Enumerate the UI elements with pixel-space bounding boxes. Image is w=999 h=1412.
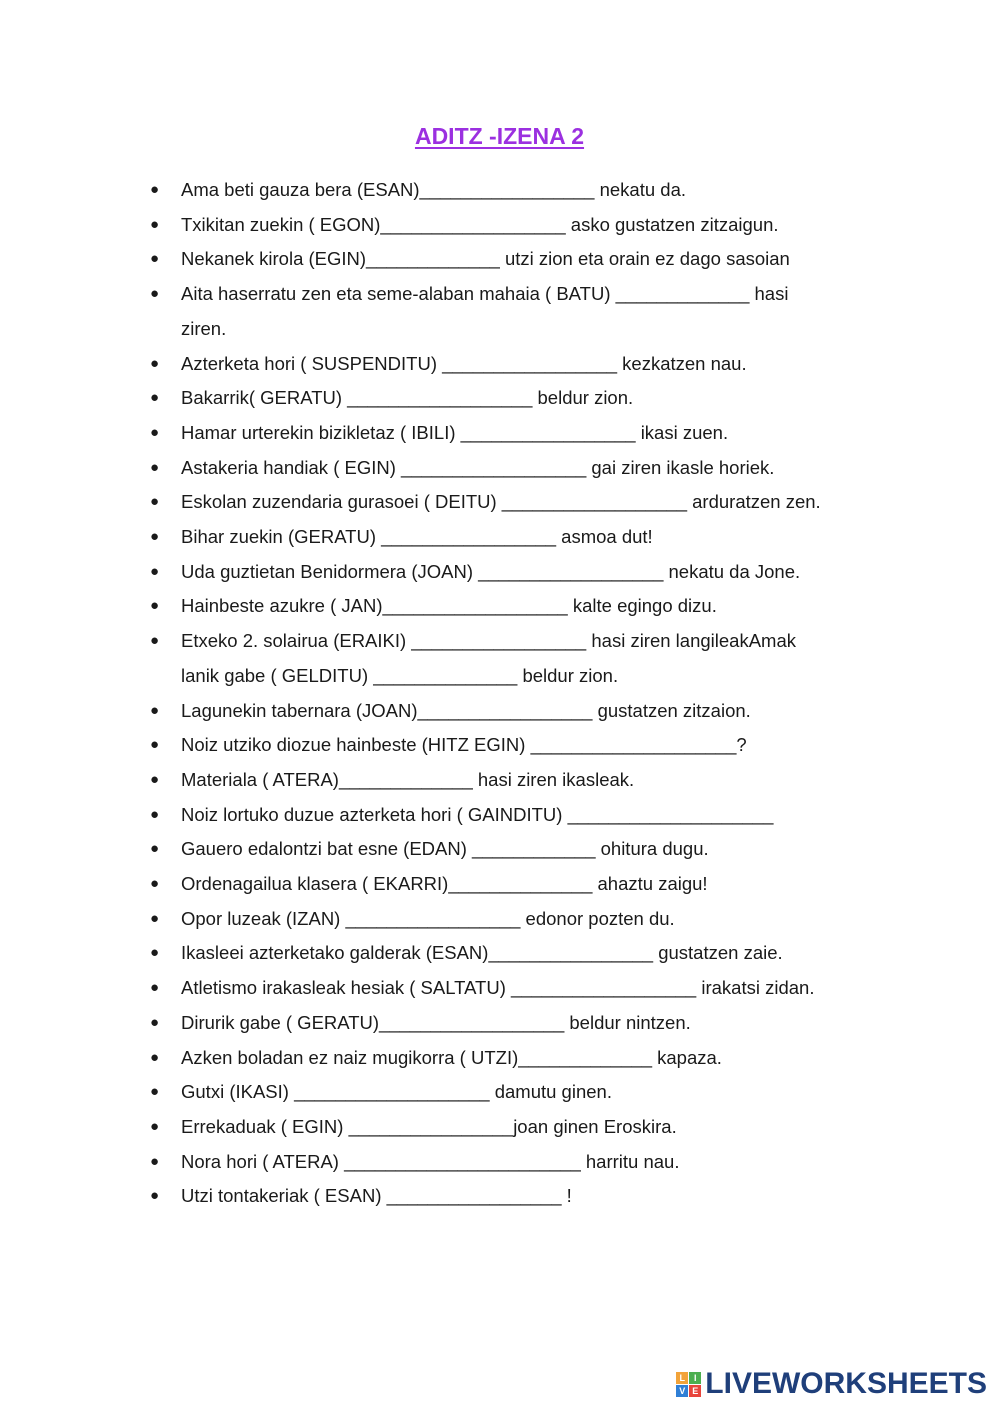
exercise-text: Dirurik gabe ( GERATU)__________________ beldur nintzen. [181, 1011, 691, 1033]
bullet-icon: ● [150, 493, 160, 511]
exercise-item [150, 242, 910, 277]
bullet-icon: ● [150, 1013, 160, 1031]
exercise-item [150, 451, 910, 486]
exercise-text: Gutxi (IKASI) ___________________ damutu ginen. [181, 1081, 612, 1103]
logo-mark-tile: E [689, 1385, 701, 1397]
exercise-text: Ikasleei azterketako galderak (ESAN)________________ gustatzen zaie. [181, 942, 783, 964]
exercise-text: Aita haserratu zen eta seme-alaban mahaia ( BATU) _____________ hasi [181, 283, 789, 305]
exercise-text: Azken boladan ez naiz mugikorra ( UTZI)_____________ kapaza. [181, 1046, 722, 1068]
exercise-text: Ama beti gauza bera (ESAN)_________________ nekatu da. [181, 179, 687, 200]
bullet-icon: ● [150, 632, 160, 650]
exercise-text: Uda guztietan Benidormera (JOAN) __________________ nekatu da Jone. [181, 560, 801, 582]
exercise-text: Gauero edalontzi bat esne (EDAN) ____________ ohitura dugu. [181, 838, 709, 860]
exercise-text: Eskolan zuzendaria gurasoei ( DEITU) __________________ arduratzen zen. [181, 491, 821, 513]
bullet-icon: ● [150, 528, 160, 546]
bullet-icon: ● [150, 181, 160, 198]
exercise-item [150, 624, 910, 693]
exercise-text: Lagunekin tabernara (JOAN)_________________ gustatzen zitzaion. [181, 699, 751, 721]
bullet-icon: ● [150, 458, 160, 476]
exercise-item [150, 867, 910, 902]
exercise-text: Hainbeste azukre ( JAN)__________________ kalte egingo dizu. [181, 595, 717, 617]
worksheet-title: ADITZ -IZENA 2 [414, 123, 585, 149]
exercise-item [150, 347, 910, 382]
exercise-item [150, 832, 910, 867]
exercise-text: Utzi tontakeriak ( ESAN) _________________ ! [181, 1185, 572, 1207]
bullet-icon: ● [150, 1117, 160, 1135]
bullet-icon: ● [150, 389, 160, 407]
exercise-item [150, 381, 910, 416]
liveworksheets-logo [676, 1366, 987, 1402]
bullet-icon: ● [150, 250, 160, 268]
bullet-icon: ● [150, 805, 160, 823]
bullet-icon: ● [150, 1083, 160, 1101]
logo-mark-tile: I [689, 1372, 701, 1384]
exercise-item [150, 1110, 910, 1145]
bullet-icon: ● [150, 285, 160, 303]
exercise-text: Opor luzeak (IZAN) _________________ edonor pozten du. [181, 907, 675, 929]
exercise-item [150, 416, 910, 451]
exercise-item [150, 694, 910, 729]
bullet-icon: ● [150, 979, 160, 997]
bullet-icon: ● [150, 597, 160, 615]
exercise-item [150, 555, 910, 590]
exercise-text: Txikitan zuekin ( EGON)__________________ asko gustatzen zitzaigun. [181, 213, 779, 235]
exercise-text: Bakarrik( GERATU) __________________ beldur zion. [181, 387, 634, 409]
exercise-text: Etxeko 2. solairua (ERAIKI) _________________ hasi ziren langileakAmak [181, 630, 796, 652]
exercise-item [150, 902, 910, 937]
logo-mark-tile: V [676, 1385, 688, 1397]
exercise-text-continued: ziren. [181, 317, 227, 339]
bullet-icon: ● [150, 944, 160, 962]
exercise-item [150, 173, 910, 208]
exercise-text: Bihar zuekin (GERATU) _________________ asmoa dut! [181, 526, 653, 548]
bullet-icon: ● [150, 1048, 160, 1066]
exercise-text: Atletismo irakasleak hesiak ( SALTATU) __________________ irakatsi zidan. [181, 977, 815, 999]
exercise-item [150, 589, 910, 624]
exercise-item [150, 936, 910, 971]
logo-mark-tile: L [676, 1372, 688, 1384]
exercise-item [150, 1041, 910, 1076]
exercise-text: Hamar urterekin bizikletaz ( IBILI) _________________ ikasi zuen. [181, 421, 729, 443]
exercise-item [150, 763, 910, 798]
bullet-icon: ● [150, 736, 160, 754]
exercise-item [150, 971, 910, 1006]
exercise-item [150, 520, 910, 555]
bullet-icon: ● [150, 215, 160, 233]
bullet-icon: ● [150, 875, 160, 893]
bullet-icon: ● [150, 423, 160, 441]
exercise-text: Noiz utziko diozue hainbeste (HITZ EGIN) ____________________? [181, 734, 747, 756]
exercise-item [150, 277, 910, 346]
bullet-icon: ● [150, 354, 160, 372]
bullet-icon: ● [150, 1187, 160, 1205]
exercise-text: Azterketa hori ( SUSPENDITU) _________________ kezkatzen nau. [181, 352, 747, 374]
exercise-text: Nekanek kirola (EGIN)_____________ utzi zion eta orain ez dago sasoian [181, 248, 790, 270]
exercise-item [150, 1075, 910, 1110]
exercise-item [150, 728, 910, 763]
exercise-text: Errekaduak ( EGIN) ________________joan ginen Eroskira. [181, 1115, 677, 1137]
exercise-text: Nora hori ( ATERA) _______________________ harritu nau. [181, 1150, 680, 1172]
exercise-item [150, 485, 910, 520]
bullet-icon: ● [150, 701, 160, 719]
exercise-list [150, 173, 910, 1214]
exercise-text: Astakeria handiak ( EGIN) __________________ gai ziren ikasle horiek. [181, 456, 775, 478]
liveworksheets-logo-text: LIVEWORKSHEETS [705, 1367, 987, 1400]
exercise-item [150, 1006, 910, 1041]
exercise-item [150, 1145, 910, 1180]
exercise-item [150, 208, 910, 243]
exercise-text: Materiala ( ATERA)_____________ hasi ziren ikasleak. [181, 768, 635, 790]
exercise-text: Noiz lortuko duzue azterketa hori ( GAINDITU) ____________________ [181, 803, 774, 825]
liveworksheets-logo-icon [676, 1372, 701, 1397]
bullet-icon: ● [150, 562, 160, 580]
exercise-text-continued: lanik gabe ( GELDITU) ______________ beldur zion. [181, 664, 619, 686]
bullet-icon: ● [150, 1152, 160, 1170]
exercise-item [150, 1179, 910, 1214]
exercise-text: Ordenagailua klasera ( EKARRI)______________ ahaztu zaigu! [181, 873, 708, 895]
bullet-icon: ● [150, 909, 160, 927]
bullet-icon: ● [150, 840, 160, 858]
exercise-item [150, 798, 910, 833]
bullet-icon: ● [150, 770, 160, 788]
